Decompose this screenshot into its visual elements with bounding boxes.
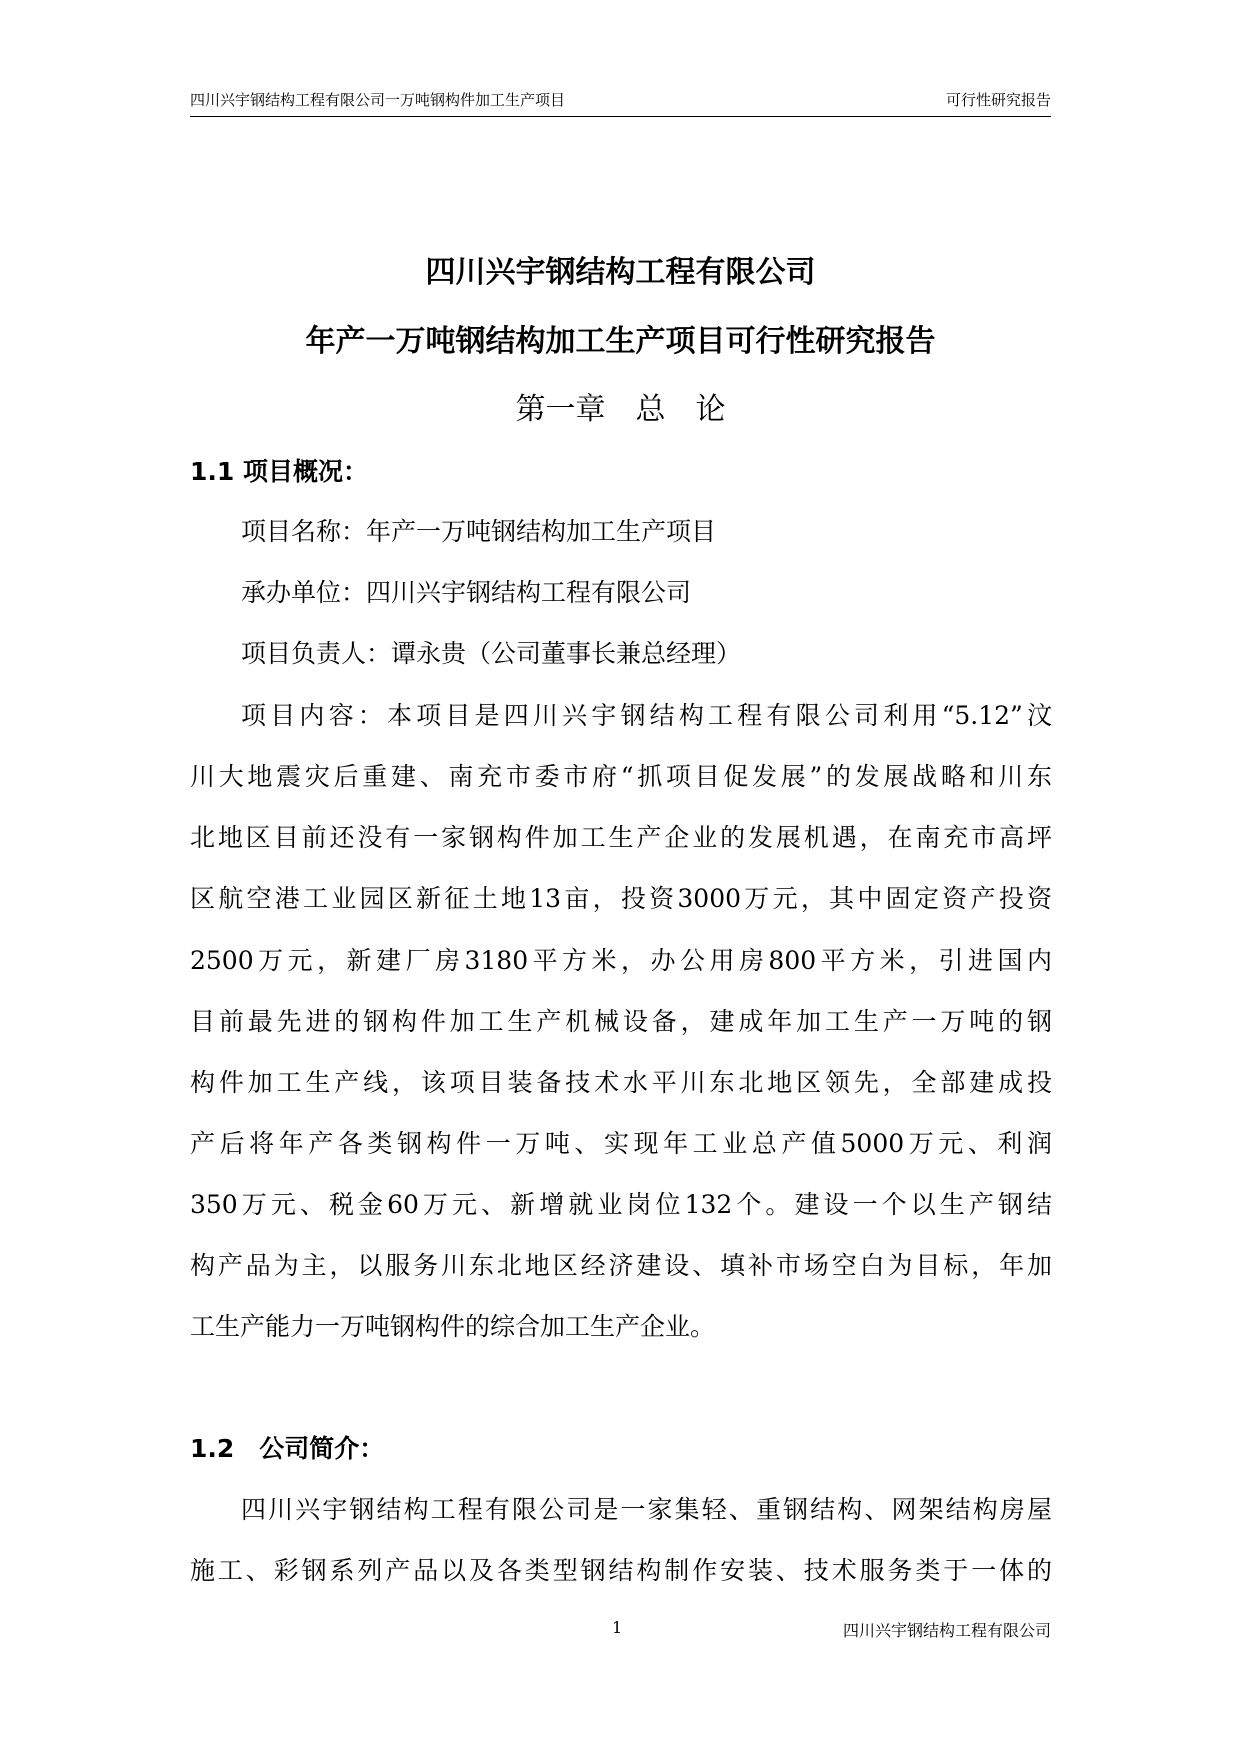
paragraph-line-last: 工生产能力一万吨钢构件的综合加工生产企业。: [190, 1312, 716, 1341]
paragraph-line: 构产品为主，以服务川东北地区经济建设、填补市场空白为目标，年加: [190, 1251, 1052, 1280]
page-header: [190, 88, 1051, 117]
paragraph-line: 构件加工生产线，该项目装备技术水平川东北地区领先，全部建成投: [190, 1068, 1052, 1097]
header-project-title: 四川兴宇钢结构工程有限公司一万吨钢构件加工生产项目: [190, 91, 566, 109]
item-project-leader: 项目负责人：谭永贵（公司董事长兼总经理）: [241, 639, 742, 668]
section-heading-company-profile: 1.2 公司简介：: [190, 1434, 385, 1463]
header-report-type: 可行性研究报告: [945, 91, 1051, 109]
paragraph-line: 项目内容：本项目是四川兴宇钢结构工程有限公司利用“5.12”汶: [241, 701, 1052, 730]
paragraph-line: 北地区目前还没有一家钢构件加工生产企业的发展机遇，在南充市高坪: [190, 823, 1052, 852]
paragraph-line: 目前最先进的钢构件加工生产机械设备，建成年加工生产一万吨的钢: [190, 1007, 1052, 1036]
footer-company: 四川兴宇钢结构工程有限公司: [842, 1621, 1051, 1640]
page-number: 1: [612, 1618, 623, 1637]
paragraph-line: 2500万元，新建厂房3180平方米，办公用房800平方米，引进国内: [190, 946, 1052, 975]
section-heading-overview: 1.1 项目概况：: [190, 457, 368, 486]
paragraph-line: 施工、彩钢系列产品以及各类型钢结构制作安装、技术服务类于一体的: [190, 1556, 1052, 1585]
document-title-report: 年产一万吨钢结构加工生产项目可行性研究报告: [305, 324, 936, 359]
item-project-name: 项目名称：年产一万吨钢结构加工生产项目: [241, 517, 717, 546]
item-organizer: 承办单位：四川兴宇钢结构工程有限公司: [241, 578, 692, 607]
paragraph-line: 产后将年产各类钢构件一万吨、实现年工业总产值5000万元、利润: [190, 1129, 1052, 1158]
paragraph-line: 区航空港工业园区新征土地13亩，投资3000万元，其中固定资产投资: [190, 884, 1052, 913]
chapter-title: 第一章 总 论: [515, 392, 726, 427]
paragraph-line: 四川兴宇钢结构工程有限公司是一家集轻、重钢结构、网架结构房屋: [241, 1495, 1052, 1524]
paragraph-line: 350万元、税金60万元、新增就业岗位132个。建设一个以生产钢结: [190, 1190, 1052, 1219]
paragraph-line: 川大地震灾后重建、南充市委市府“抓项目促发展”的发展战略和川东: [190, 762, 1052, 791]
document-title-company: 四川兴宇钢结构工程有限公司: [425, 255, 816, 290]
